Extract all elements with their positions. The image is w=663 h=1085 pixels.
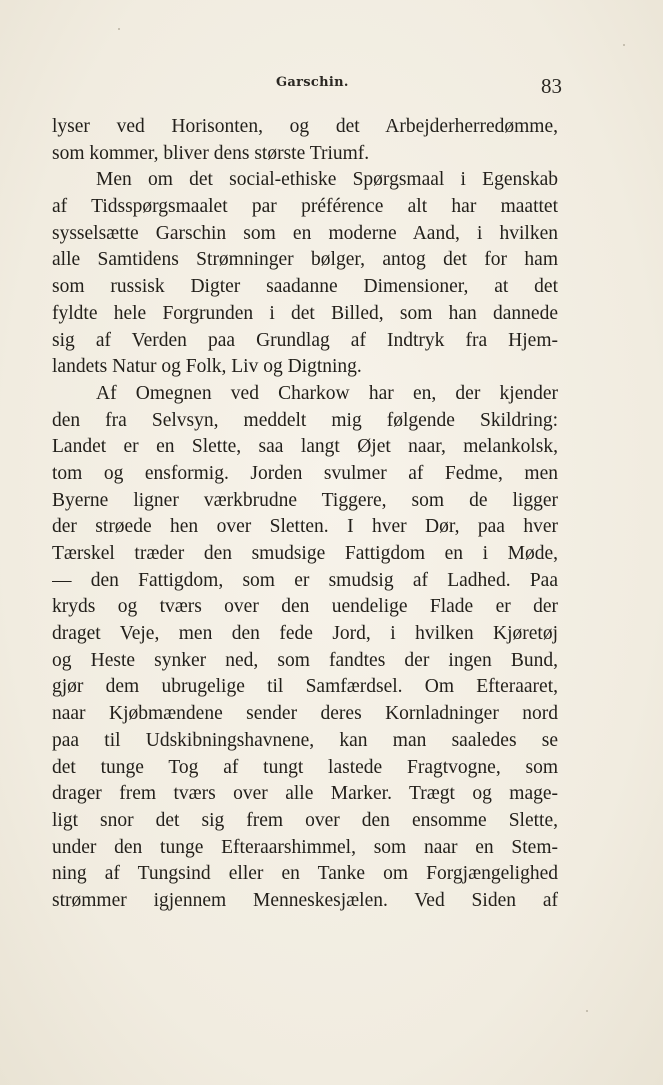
paper-speck <box>586 1010 588 1012</box>
text-line: Af Omegnen ved Charkow har en, der kjender <box>96 382 558 404</box>
paper-speck <box>623 44 625 46</box>
page-header <box>52 72 562 102</box>
body-text <box>52 114 558 915</box>
text-line: ning af Tungsind eller en Tanke om Forgjængelighed <box>52 863 558 885</box>
text-line: strømmer igjennem Menneskesjælen. Ved Siden af <box>52 889 558 911</box>
text-line: lyser ved Horisonten, og det Arbejderherredømme, <box>52 116 558 137</box>
running-title: Garschin. <box>276 75 349 90</box>
text-line: som kommer, bliver dens største Triumf. <box>52 142 370 164</box>
text-line: gjør dem ubrugelige til Samfærdsel. Om Efteraaret, <box>52 676 558 698</box>
text-line: ligt snor det sig frem over den ensomme Slette, <box>52 809 558 831</box>
text-line: landets Natur og Folk, Liv og Digtning. <box>52 356 362 378</box>
text-line: — den Fattigdom, som er smudsig af Ladhed. Paa <box>52 569 558 591</box>
text-line: Tærskel træder den smudsige Fattigdom en i Møde, <box>52 543 558 564</box>
text-line: sysselsætte Garschin som en moderne Aand, i hvilken <box>52 222 558 244</box>
paper-speck <box>118 28 120 30</box>
text-line: drager frem tværs over alle Marker. Trægt og mage- <box>52 783 558 805</box>
text-line: under den tunge Efteraarshimmel, som naar en Stem- <box>52 836 558 858</box>
text-line: alle Samtidens Strømninger bølger, antog det for ham <box>52 249 558 271</box>
text-line: naar Kjøbmændene sender deres Kornladninger nord <box>52 703 558 725</box>
text-line: draget Veje, men den fede Jord, i hvilken Kjøretøj <box>52 623 558 645</box>
text-line: paa til Udskibningshavnene, kan man saaledes se <box>52 729 558 751</box>
text-line: fyldte hele Forgrunden i det Billed, som han dannede <box>52 302 558 324</box>
text-line: kryds og tværs over den uendelige Flade er der <box>52 596 558 618</box>
text-line: og Heste synker ned, som fandtes der ingen Bund, <box>52 649 558 671</box>
text-line: Men om det social-ethiske Spørgsmaal i Egenskab <box>96 169 558 191</box>
text-line: som russisk Digter saadanne Dimensioner, at det <box>52 276 558 298</box>
text-line: der strøede hen over Sletten. I hver Dør, paa hver <box>52 516 558 538</box>
text-line: sig af Verden paa Grundlag af Indtryk fra Hjem- <box>52 329 558 351</box>
text-line: den fra Selvsyn, meddelt mig følgende Skildring: <box>52 409 558 431</box>
page-number: 83 <box>541 74 562 98</box>
text-line: af Tidsspørgsmaalet par préférence alt har maattet <box>52 196 558 218</box>
text-line: Byerne ligner værkbrudne Tiggere, som de ligger <box>52 489 558 511</box>
text-line: tom og ensformig. Jorden svulmer af Fedme, men <box>52 462 558 484</box>
text-line: Landet er en Slette, saa langt Øjet naar, melankolsk, <box>52 436 558 458</box>
text-line: det tunge Tog af tungt lastede Fragtvogne, som <box>52 756 558 778</box>
